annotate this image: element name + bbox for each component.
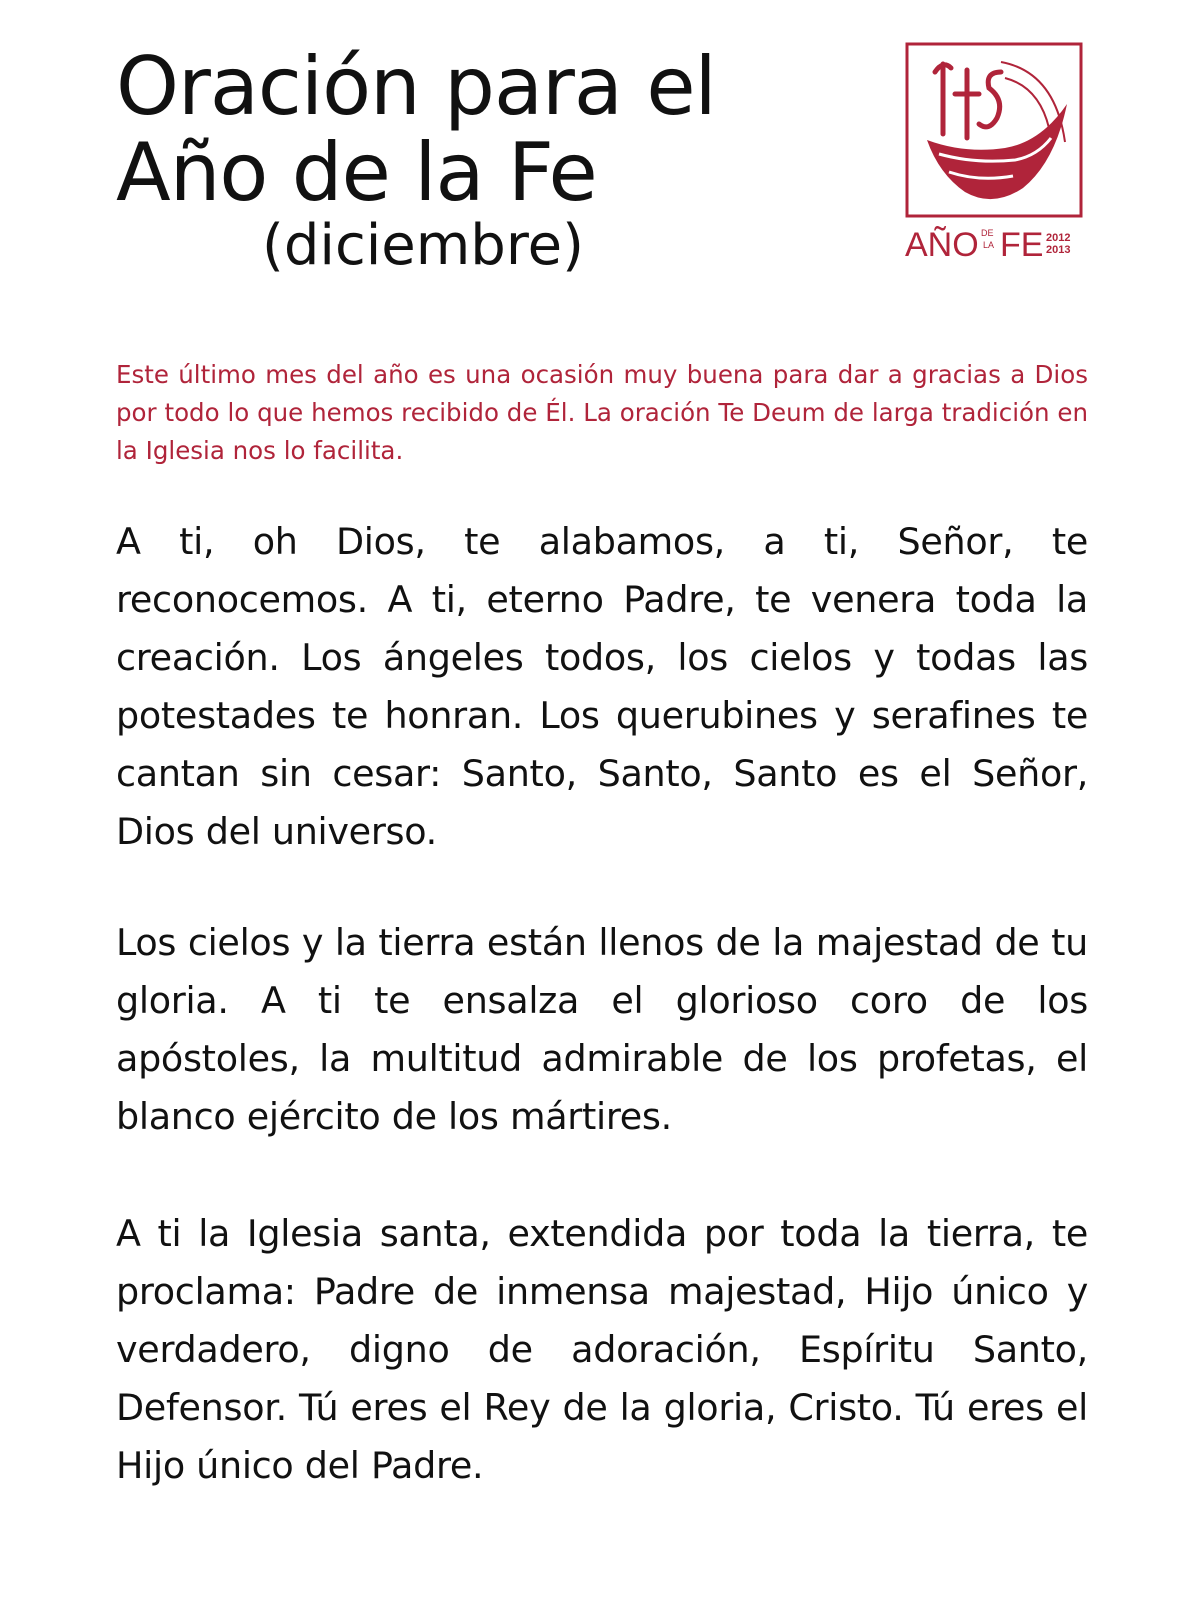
page-subtitle: (diciembre) <box>262 213 584 278</box>
logo-year-1: 2012 <box>1046 232 1071 244</box>
title-line-1: Oración para el <box>116 40 716 133</box>
prayer-paragraph-3: A ti la Iglesia santa, extendida por toda la tierra, te proclama: Padre de inmensa majestad, Hijo único y verdadero, digno de adoración, Espíritu Santo, Defensor. Tú eres el Rey de la gloria, Cristo. Tú eres el Hijo único del Padre. <box>116 1212 1088 1487</box>
logo-year-2: 2013 <box>1046 244 1071 256</box>
page-title <box>116 40 716 219</box>
logo-word-fe: FE <box>1000 226 1044 264</box>
prayer-paragraph-1: A ti, oh Dios, te alabamos, a ti, Señor, te reconocemos. A ti, eterno Padre, te venera toda la creación. Los ángeles todos, los cielos y todas las potestades te honran. Los querubines y serafines te cantan sin cesar: Santo, Santo, Santo es el Señor, Dios del universo. <box>116 520 1088 853</box>
ano-de-la-fe-logo <box>905 42 1085 272</box>
logo-word-la: LA <box>983 240 995 250</box>
intro-paragraph: Este último mes del año es una ocasión muy buena para dar a gracias a Dios por todo lo que hemos recibido de Él. La oración Te Deum de larga tradición en la Iglesia nos lo facilita. <box>116 360 1088 465</box>
logo-word-de: DE <box>981 228 994 238</box>
title-line-2: Año de la Fe <box>116 126 597 219</box>
logo-word-ano: AÑO <box>905 226 979 264</box>
prayer-paragraph-2: Los cielos y la tierra están llenos de la majestad de tu gloria. A ti te ensalza el glorioso coro de los apóstoles, la multitud admirable de los profetas, el blanco ejército de los mártires. <box>116 921 1088 1138</box>
ihs-cross-boat-icon <box>907 44 1081 216</box>
